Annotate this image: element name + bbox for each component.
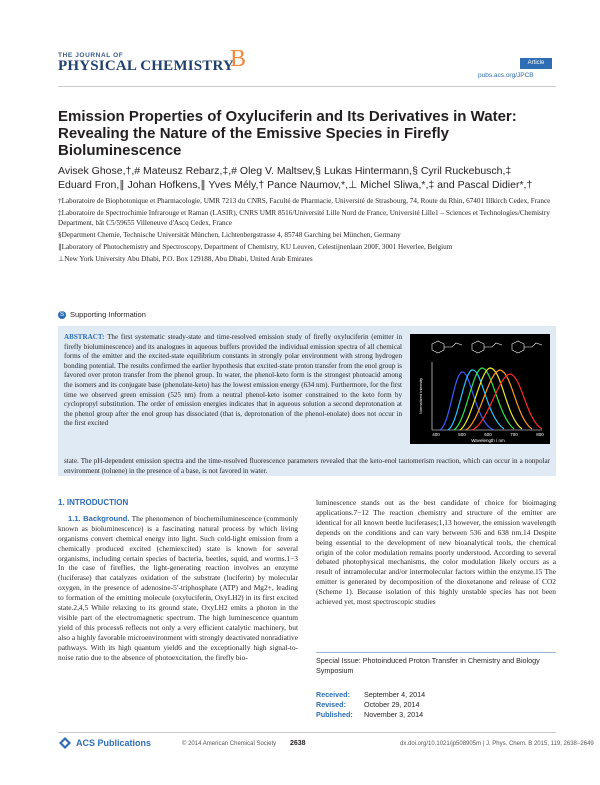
journal-url-link[interactable]: pubs.acs.org/JPCB [478,72,534,79]
journal-name-line1: THE JOURNAL OF [58,52,124,59]
publication-dates [316,690,425,720]
abstract-label: ABSTRACT: [64,333,105,341]
journal-letter: B [230,46,247,72]
toc-tick-label: 600 [484,432,492,437]
page-number: 2638 [290,740,306,747]
copyright-notice: © 2014 American Chemical Society [182,741,277,747]
toc-tick-label: 400 [432,432,440,437]
abstract-text-continued: state. The pH-dependent emission spectra and the time-resolved fluorescence parameters revealed that the keto-enol tautomerism reaction, which can occur in a nonpolar environment (toluene) in the presence of a base, is not favored in water. [64,457,550,475]
abstract-text [64,333,402,429]
date-row [316,710,425,720]
author-list [58,164,556,192]
date-value: September 4, 2014 [364,690,426,699]
supporting-information-link[interactable] [58,310,146,319]
affiliations [58,196,556,266]
date-label: Published: [316,710,353,719]
author-line-1: Avisek Ghose,†,# Mateusz Rebarz,‡,# Oleg V. Maltsev,§ Lukas Hintermann,§ Cyril Ruckebusch,‡ [58,165,512,177]
affiliation-item: §Department Chemie, Technische Universität München, Lichtenbergstrasse 4, 85748 Garching bei München, Germany [58,231,401,239]
publisher-name: ACS Publications [76,738,152,748]
info-icon: S [59,311,64,318]
toc-graphic [410,334,550,444]
article-type-badge: Article [520,58,552,69]
date-value: October 29, 2014 [364,700,420,709]
date-label: Revised: [316,700,346,709]
header-divider [58,86,556,87]
paragraph-text: luminescence stands out as the best candidate of choice for bioimaging applications.7−12 The reaction chemistry and structure of the emitter are identical for all known beetle luciferases;1,13 however, the emission wavelength depends on the conditions and can vary between 536 and 638 nm.14 Despite being essential to the development of new bioanalytical tools, the chemical origin of the color modulation remains poorly understood. According to several debated photophysical mechanisms, the color modulation likely occurs as a result of intramolecular and/or intermolecular factors within the enzyme.15 The emitter is generated by decomposition of the dioxetanone and release of CO2 (Scheme 1). Because isolation of this highly unstable species has not been achieved yet, most spectroscopic studies [316,498,556,607]
affiliation-item: ⊥New York University Abu Dhabi, P.O. Box 129188, Abu Dhabi, United Arab Emirates [58,255,313,263]
introduction-column-left [58,498,298,663]
author-line-2: Eduard Fron,∥ Johan Hofkens,∥ Yves Mély,† Pance Naumov,*,⊥ Michel Sliwa,*,‡ and Pascal Didier*,† [58,179,533,191]
toc-tick-label: 500 [458,432,466,437]
toc-tick-label: 800 [536,432,544,437]
affiliation-item: ∥Laboratory of Photochemistry and Spectroscopy, Department of Chemistry, KU Leuven, Celestijnenlaan 200F, 3001 Heverlee, Belgium [58,243,453,251]
date-row [316,700,425,710]
doi-citation[interactable]: dx.doi.org/10.1021/jp508905m | J. Phys. Chem. B 2015, 119, 2638−2649 [400,741,594,747]
article-title: Emission Properties of Oxyluciferin and Its Derivatives in Water: Revealing the Nature of the Emissive Species in Firefly Bioluminescence [58,108,517,159]
note-divider [316,652,556,653]
section-heading: 1. INTRODUCTION [58,498,129,507]
introduction-column-right [316,498,556,607]
journal-logo [58,46,268,82]
date-row [316,690,425,700]
paragraph-text: The phenomenon of biochemiluminescence (commonly known as bioluminescence) is a fascinating natural process by which living organisms convert chemical energy into light. Such cold-light emission from a chemically produced excited (chemiexcited) state is known for several organisms, including certain species of bacteria, beetles, squid, and worms.1−3 In the case of fireflies, the light-generating reaction involves an enzyme (luciferase) that catalyzes oxidation of the substrate (luciferin) by molecular oxygen, in the presence of adenosine-5′-triphosphate (ATP) and Mg2+, leading to formation of the emitting molecule (oxyluciferin, OxyLH2) in its first excited state.2,4,5 While relaxing to its ground state, OxyLH2 emits a photon in the visible part of the electromagnetic spectrum. The high luminescence quantum yield of this process6 reflects not only a very efficient catalytic machinery, but also a highly favorable microenvironment with strongly deactivated nonradiative pathways. With its high quantum yield6 and the exceptionally high signal-to-noise ratio due to the absence of photoexcitation, the firefly bio- [58,513,298,662]
special-issue-note: Special Issue: Photoinduced Proton Transfer in Chemistry and Biology Symposium [316,656,540,675]
subsection-heading: 1.1. Background. [68,513,130,523]
toc-y-axis-label: Normalized Intensity [418,377,423,415]
abstract-body: The first systematic steady-state and time-resolved emission study of firefly oxyluciferin (emitter in firefly bioluminescence) and its analogues in aqueous buffers provided the individual emission spectra of all chemical forms of the emitter and the excited-state equilibrium constants in strongly polar environment with strong hydrogen bonding potential. The results confirmed the earlier hypothesis that excited-state proton transfer from the enol group is favored over proton transfer from the phenol group. In water, the phenol-keto form is the strongest photoacid among the isomers and its conjugate base (phenolate-keto) has the lowest emission energy (634 nm). Furthermore, for the first time we observed green emission (525 nm) from a neutral phenol-keto isomer constrained to the keto form by cyclopropyl substitution. The order of emission energies indicates that in aqueous solution a second deprotonation at the phenol group after the enol group has dissociated (that is, deprotonation of the phenol-enolate) does not occur in the first excited [64,333,402,428]
toc-tick-label: 700 [510,432,518,437]
acs-logo-icon [58,736,72,750]
footer-divider [58,732,556,733]
date-value: November 3, 2014 [364,710,424,719]
affiliation-item: ‡Laboratoire de Spectrochimie Infrarouge et Raman (LASIR), CNRS UMR 8516/Université Lille Nord de France, Université Lille1 – Sciences et Technologies/Chemistry Department, bât C5/59655 Villeneuve d'Ascq Cedex, France [58,209,550,227]
date-label: Received: [316,690,350,699]
affiliation-item: †Laboratoire de Biophotonique et Pharmacologie, UMR 7213 du CNRS, Faculté de Pharmacie, Université de Strasbourg, 74, Route du Rhin, 67401 Illkirch Cedex, France [58,197,551,205]
toc-x-axis-label: Wavelength / nm [471,438,505,443]
journal-name-line2: PHYSICAL CHEMISTRY [58,58,235,74]
acs-publications-logo [58,736,151,750]
supporting-information-label: Supporting Information [70,310,146,319]
